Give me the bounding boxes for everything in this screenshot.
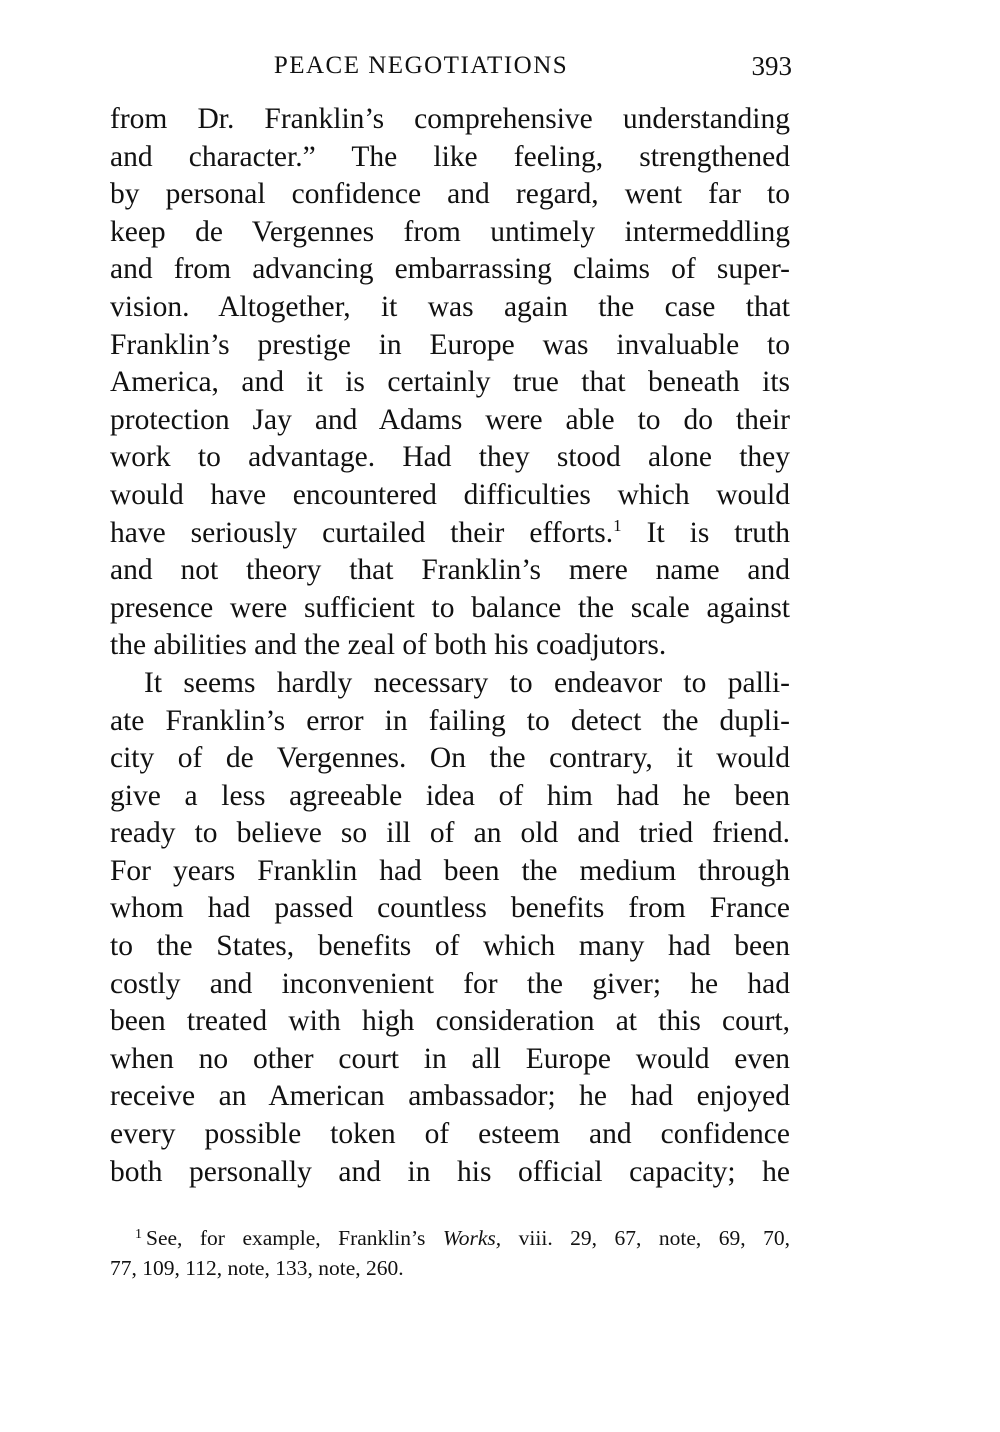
- footnote-text: See, for example, Franklin’s: [146, 1226, 426, 1250]
- text-line: It seems hardly necessary to endeavor to palli-: [144, 666, 790, 699]
- text-line: to the States, benefits of which many had been: [110, 930, 790, 963]
- text-line-with-footnote-ref: [110, 515, 790, 553]
- footnote-text: viii. 29, 67, note, 69, 70,: [518, 1226, 791, 1250]
- line-text-after-ref: It is truth: [646, 516, 790, 549]
- text-line: give a less agreeable idea of him had he been: [110, 779, 790, 812]
- footnote-line: [110, 1223, 790, 1253]
- text-line: by personal confidence and regard, went far to: [110, 178, 790, 211]
- text-line: For years Franklin had been the medium through: [110, 854, 790, 887]
- text-line: protection Jay and Adams were able to do their: [110, 403, 790, 436]
- text-line: both personally and in his official capacity; he: [110, 1155, 790, 1188]
- running-title: PEACE NEGOTIATIONS: [273, 52, 569, 79]
- text-line: every possible token of esteem and confidence: [110, 1118, 790, 1151]
- text-line: costly and inconvenient for the giver; he had: [110, 967, 790, 1000]
- text-line: and character.” The like feeling, strengthened: [110, 140, 790, 173]
- text-line: keep de Vergennes from untimely intermeddling: [110, 215, 790, 248]
- page-number: 393: [751, 51, 792, 81]
- text-line: would have encountered difficulties which would: [110, 478, 790, 511]
- text-line: whom had passed countless benefits from France: [110, 892, 790, 925]
- text-line: been treated with high consideration at this court,: [110, 1005, 790, 1038]
- text-line: work to advantage. Had they stood alone they: [110, 441, 790, 474]
- text-line: ate Franklin’s error in failing to detect the dupli-: [110, 704, 790, 737]
- footnote: [110, 1223, 790, 1283]
- running-head: [110, 46, 792, 86]
- text-line: ready to believe so ill of an old and tried friend.: [110, 817, 790, 850]
- footnote-line: 77, 109, 112, note, 133, note, 260.: [110, 1256, 404, 1280]
- text-line: when no other court in all Europe would even: [110, 1042, 790, 1075]
- text-line: Franklin’s prestige in Europe was invaluable to: [110, 328, 790, 361]
- body-text: [110, 101, 790, 1191]
- line-text-before-ref: have seriously curtailed their efforts.: [110, 516, 614, 549]
- footnote-mark: 1: [135, 1227, 142, 1242]
- footnote-work-title: Works,: [442, 1226, 502, 1250]
- text-line: presence were sufficient to balance the scale against: [110, 591, 790, 624]
- text-line: city of de Vergennes. On the contrary, it would: [110, 742, 790, 775]
- text-line: from Dr. Franklin’s comprehensive understanding: [110, 103, 790, 135]
- footnote-reference: 1: [613, 515, 622, 535]
- text-line: vision. Altogether, it was again the case that: [110, 290, 790, 323]
- text-line: and not theory that Franklin’s mere name and: [110, 554, 790, 587]
- text-line: America, and it is certainly true that beneath its: [110, 366, 790, 399]
- text-line: the abilities and the zeal of both his coadjutors.: [110, 629, 667, 662]
- text-line: receive an American ambassador; he had enjoyed: [110, 1080, 790, 1113]
- text-line: and from advancing embarrassing claims of super-: [110, 253, 790, 286]
